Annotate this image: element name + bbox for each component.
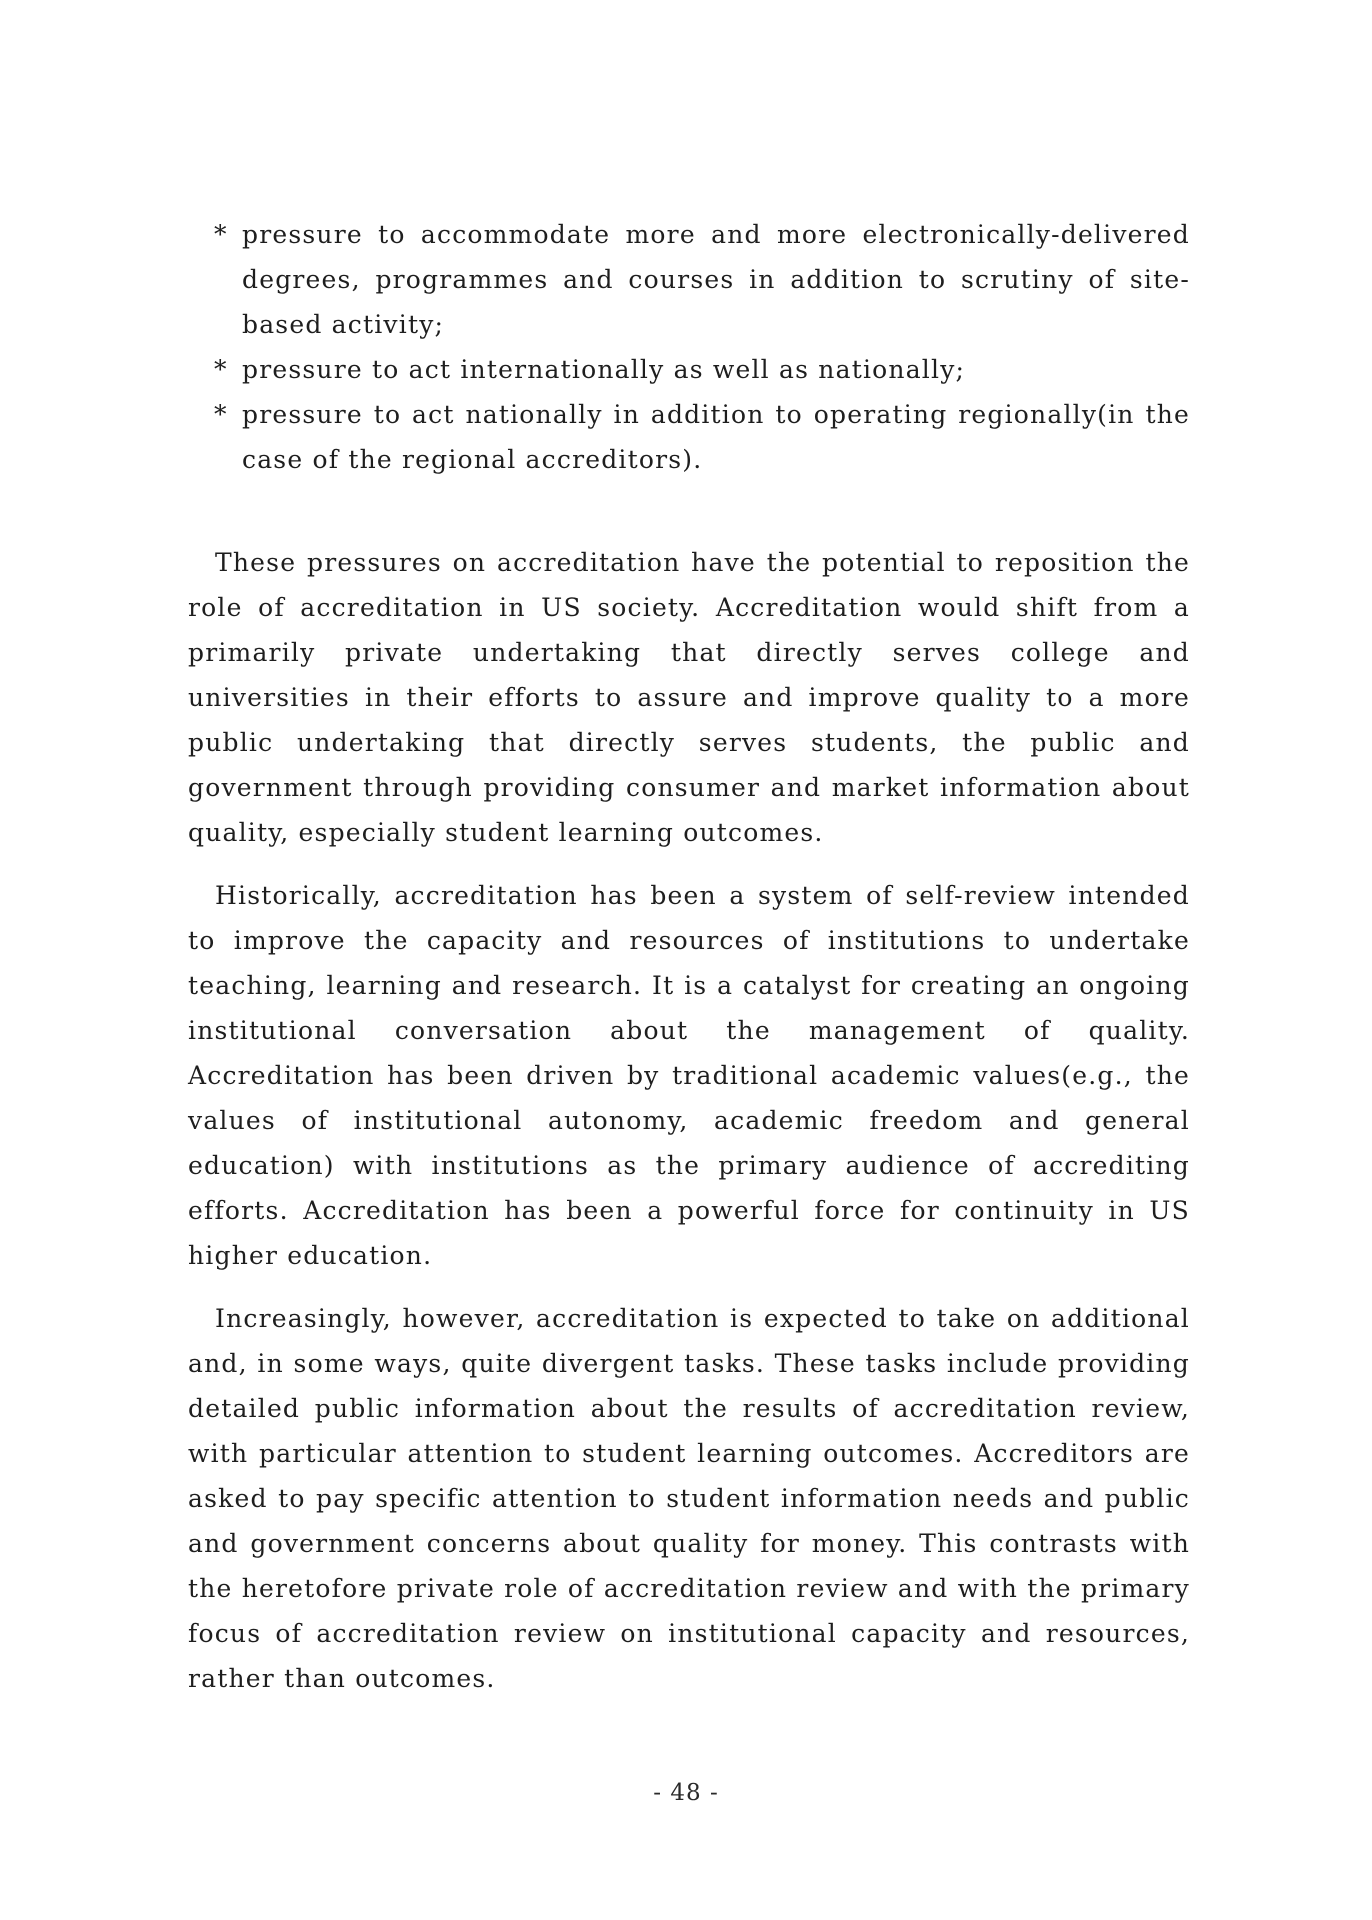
list-item-text: pressure to act internationally as well as nationally; [242, 355, 966, 384]
pressure-list [214, 212, 1190, 482]
asterisk-bullet: * [214, 400, 228, 429]
list-item [214, 347, 1190, 392]
paragraph-history: Historically, accreditation has been a system of self-review intended to improve the capacity and resources of institutions to undertake teaching, learning and research. It is a catalyst for creating an ongoing institutional conversation about the management of quality. Accreditation has been driven by traditional academic values(e.g., the values of institutional autonomy, academic freedom and general education) with institutions as the primary audience of accrediting efforts. Accreditation has been a powerful force for continuity in US higher education. [188, 881, 1190, 1270]
list-item-text: pressure to accommodate more and more electronically-delivered degrees, programmes and courses in addition to scrutiny of site-based activity; [242, 220, 1190, 339]
asterisk-bullet: * [214, 355, 228, 384]
asterisk-bullet: * [214, 220, 228, 249]
list-item [214, 212, 1190, 347]
list-item [214, 392, 1190, 482]
list-item-text: pressure to act nationally in addition to operating regionally(in the case of the regional accreditors). [242, 400, 1190, 474]
page-number: - 48 - [653, 1780, 719, 1806]
body-text [188, 540, 1190, 1719]
paragraph-repositioning: These pressures on accreditation have the potential to reposition the role of accreditation in US society. Accreditation would shift from a primarily private undertaking that directly serves college and universities in their efforts to assure and improve quality to a more public undertaking that directly serves students, the public and government through providing consumer and market information about quality, especially student learning outcomes. [188, 548, 1190, 847]
paragraph-new-tasks: Increasingly, however, accreditation is expected to take on additional and, in some ways, quite divergent tasks. These tasks include providing detailed public information about the results of accreditation review, with particular attention to student learning outcomes. Accreditors are asked to pay specific attention to student information needs and public and government concerns about quality for money. This contrasts with the heretofore private role of accreditation review and with the primary focus of accreditation review on institutional capacity and resources, rather than outcomes. [188, 1304, 1190, 1693]
